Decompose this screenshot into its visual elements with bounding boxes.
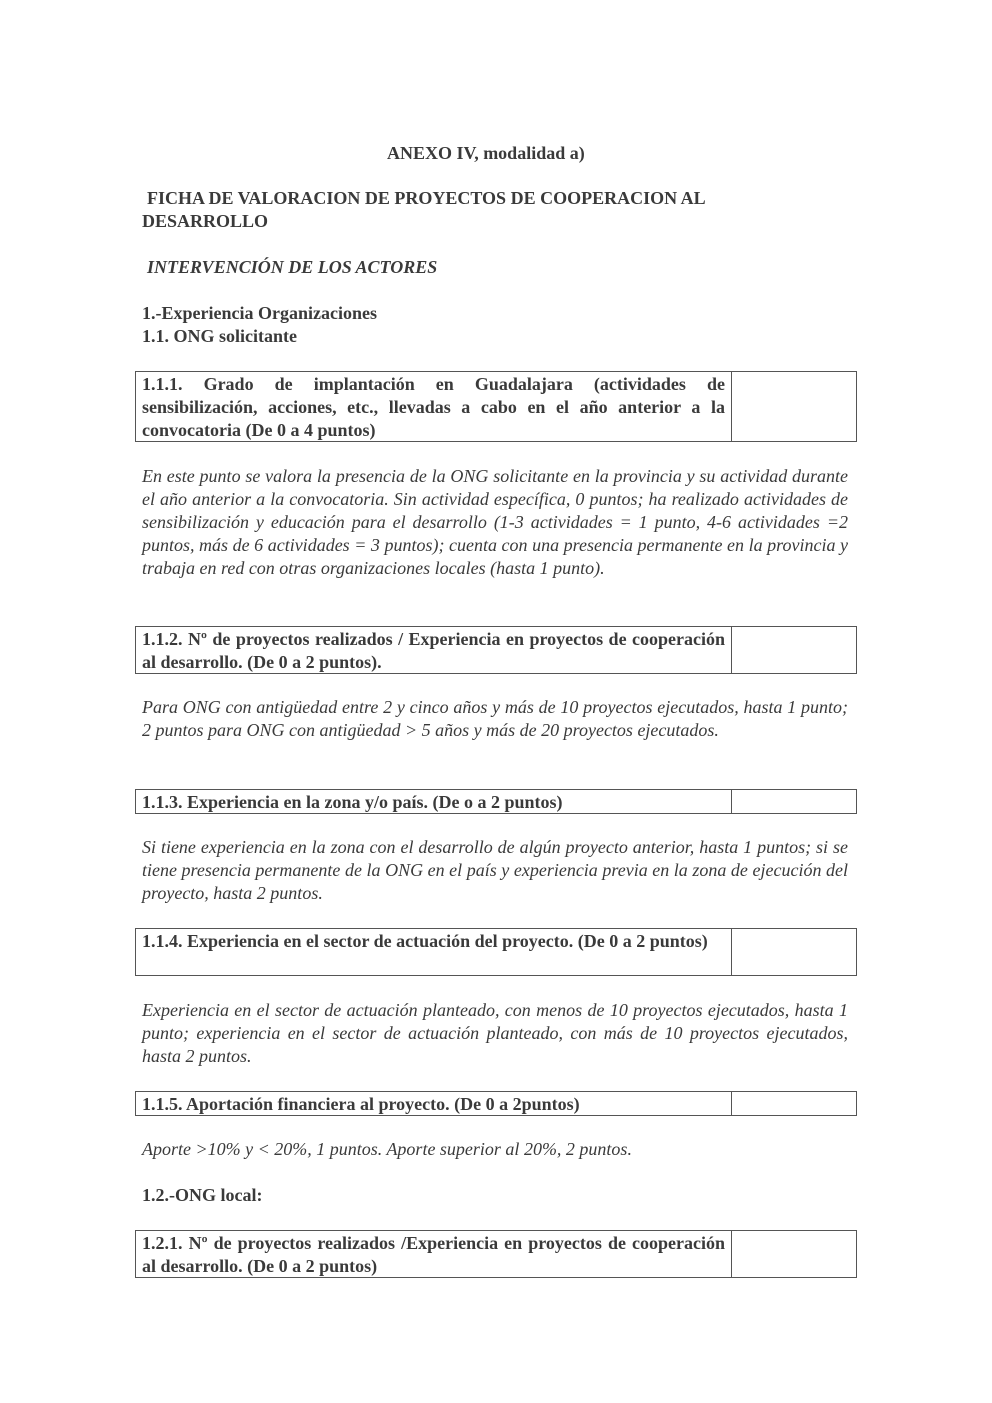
criterion-table xyxy=(135,626,857,674)
section-heading: INTERVENCIÓN DE LOS ACTORES xyxy=(147,257,438,277)
criterion-description: Aporte >10% y < 20%, 1 puntos. Aporte superior al 20%, 2 puntos. xyxy=(142,1139,632,1159)
criterion-description: Si tiene experiencia en la zona con el desarrollo de algún proyecto anterior, hasta 1 puntos; si se tiene presencia permanente de la ONG en el país y experiencia previa en la zona de ejecución del proyecto, hasta 2 puntos. xyxy=(142,837,848,903)
criterion-table xyxy=(135,789,857,814)
criterion-cell: 1.1.5. Aportación financiera al proyecto. (De 0 a 2puntos) xyxy=(136,1092,732,1115)
form-title-line1: FICHA DE VALORACION DE PROYECTOS DE COOPERACION AL xyxy=(147,188,706,208)
score-cell[interactable] xyxy=(732,790,856,813)
subsection-heading: 1.2.-ONG local: xyxy=(142,1185,263,1205)
score-cell[interactable] xyxy=(732,929,856,975)
subsection-heading: 1.1. ONG solicitante xyxy=(142,326,297,346)
criterion-table xyxy=(135,928,857,976)
criterion-table xyxy=(135,1091,857,1116)
criterion-cell: 1.1.3. Experiencia en la zona y/o país. (De o a 2 puntos) xyxy=(136,790,732,813)
criterion-table xyxy=(135,1230,857,1278)
score-cell[interactable] xyxy=(732,372,856,441)
annex-title: ANEXO IV, modalidad a) xyxy=(387,143,585,163)
score-cell[interactable] xyxy=(732,1231,856,1277)
criterion-table xyxy=(135,371,857,442)
criterion-cell: 1.1.2. Nº de proyectos realizados / Experiencia en proyectos de cooperación al desarrollo. (De 0 a 2 puntos). xyxy=(136,627,732,673)
form-title-line2: DESARROLLO xyxy=(142,211,269,231)
subsection-heading: 1.-Experiencia Organizaciones xyxy=(142,303,377,323)
score-cell[interactable] xyxy=(732,627,856,673)
criterion-cell: 1.1.1. Grado de implantación en Guadalajara (actividades de sensibilización, acciones, etc., llevadas a cabo en el año anterior a la convocatoria (De 0 a 4 puntos) xyxy=(136,372,732,441)
criterion-description: En este punto se valora la presencia de la ONG solicitante en la provincia y su actividad durante el año anterior a la convocatoria. Sin actividad específica, 0 puntos; ha realizado actividades de sensibilización y educación para el desarrollo (1-3 actividades = 1 punto, 4-6 actividades =2 puntos, más de 6 actividades = 3 puntos); cuenta con una presencia permanente en la provincia y trabaja en red con otras organizaciones locales (hasta 1 punto). xyxy=(142,466,848,578)
criterion-description: Experiencia en el sector de actuación planteado, con menos de 10 proyectos ejecutados, hasta 1 punto; experiencia en el sector de actuación planteado, con más de 10 proyectos ejecutados, hasta 2 puntos. xyxy=(142,1000,848,1066)
criterion-cell: 1.1.4. Experiencia en el sector de actuación del proyecto. (De 0 a 2 puntos) xyxy=(136,929,732,975)
score-cell[interactable] xyxy=(732,1092,856,1115)
criterion-cell: 1.2.1. Nº de proyectos realizados /Experiencia en proyectos de cooperación al desarrollo. (De 0 a 2 puntos) xyxy=(136,1231,732,1277)
criterion-description: Para ONG con antigüedad entre 2 y cinco años y más de 10 proyectos ejecutados, hasta 1 punto; 2 puntos para ONG con antigüedad > 5 años y más de 20 proyectos ejecutados. xyxy=(142,697,848,740)
